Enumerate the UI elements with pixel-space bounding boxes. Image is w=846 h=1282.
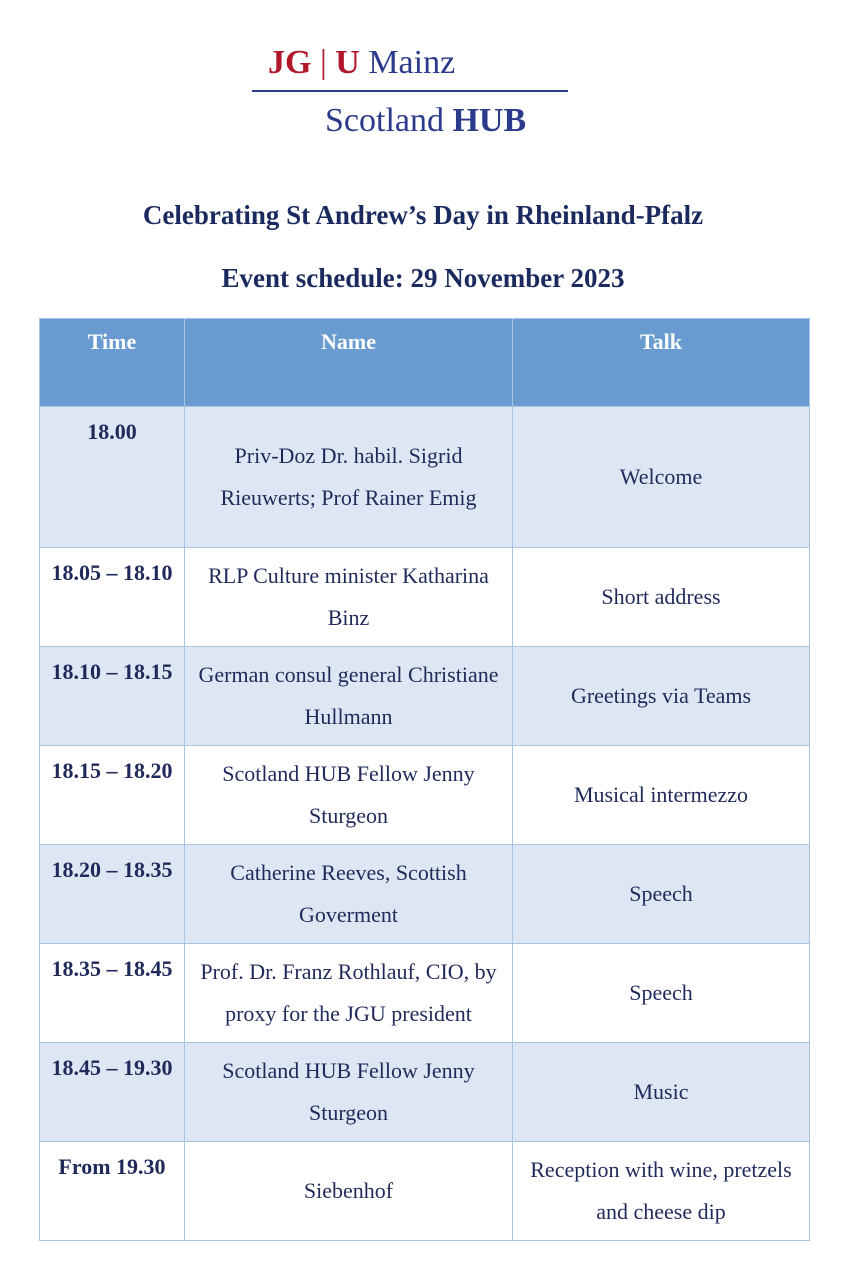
cell-talk: Short address xyxy=(513,548,810,647)
table-row xyxy=(40,746,810,845)
page-title: Celebrating St Andrew’s Day in Rheinland-Pfalz xyxy=(142,200,704,230)
logo-u: U xyxy=(335,44,360,81)
logo-line-jgu-mainz xyxy=(268,44,455,82)
cell-name: Priv-Doz Dr. habil. Sigrid Rieuwerts; Prof Rainer Emig xyxy=(185,407,513,548)
cell-name: RLP Culture minister Katharina Binz xyxy=(185,548,513,647)
cell-talk: Greetings via Teams xyxy=(513,647,810,746)
logo-jg: JG xyxy=(268,44,312,81)
jgu-scotland-hub-logo xyxy=(252,40,572,150)
table-row xyxy=(40,647,810,746)
table-row xyxy=(40,1043,810,1142)
table-row xyxy=(40,548,810,647)
schedule-table xyxy=(39,318,810,1241)
cell-name: Siebenhof xyxy=(185,1142,513,1241)
cell-talk: Welcome xyxy=(513,407,810,548)
table-row xyxy=(40,407,810,548)
cell-name: German consul general Christiane Hullmann xyxy=(185,647,513,746)
table-header-row xyxy=(40,319,810,407)
cell-talk: Reception with wine, pretzels and cheese dip xyxy=(513,1142,810,1241)
cell-time: 18.20 – 18.35 xyxy=(40,845,185,944)
table-row xyxy=(40,1142,810,1241)
cell-name: Catherine Reeves, Scottish Goverment xyxy=(185,845,513,944)
logo-mainz: Mainz xyxy=(368,44,456,81)
cell-time: 18.10 – 18.15 xyxy=(40,647,185,746)
logo-separator: | xyxy=(319,44,327,81)
page-subtitle: Event schedule: 29 November 2023 xyxy=(221,263,625,293)
cell-time: 18.15 – 18.20 xyxy=(40,746,185,845)
cell-talk: Speech xyxy=(513,944,810,1043)
logo-scotland: Scotland xyxy=(325,102,444,139)
table-row xyxy=(40,845,810,944)
cell-time: 18.00 xyxy=(40,407,185,548)
cell-talk: Speech xyxy=(513,845,810,944)
cell-talk: Musical intermezzo xyxy=(513,746,810,845)
header-time: Time xyxy=(40,319,185,407)
header-talk: Talk xyxy=(513,319,810,407)
cell-time: 18.45 – 19.30 xyxy=(40,1043,185,1142)
cell-name: Scotland HUB Fellow Jenny Sturgeon xyxy=(185,746,513,845)
logo-hub: HUB xyxy=(452,102,527,139)
cell-talk: Music xyxy=(513,1043,810,1142)
cell-name: Prof. Dr. Franz Rothlauf, CIO, by proxy for the JGU president xyxy=(185,944,513,1043)
logo-rule xyxy=(252,90,568,92)
cell-time: 18.35 – 18.45 xyxy=(40,944,185,1043)
cell-time: 18.05 – 18.10 xyxy=(40,548,185,647)
cell-name: Scotland HUB Fellow Jenny Sturgeon xyxy=(185,1043,513,1142)
logo-line-scotland-hub xyxy=(325,102,526,140)
table-row xyxy=(40,944,810,1043)
cell-time: From 19.30 xyxy=(40,1142,185,1241)
header-name: Name xyxy=(185,319,513,407)
